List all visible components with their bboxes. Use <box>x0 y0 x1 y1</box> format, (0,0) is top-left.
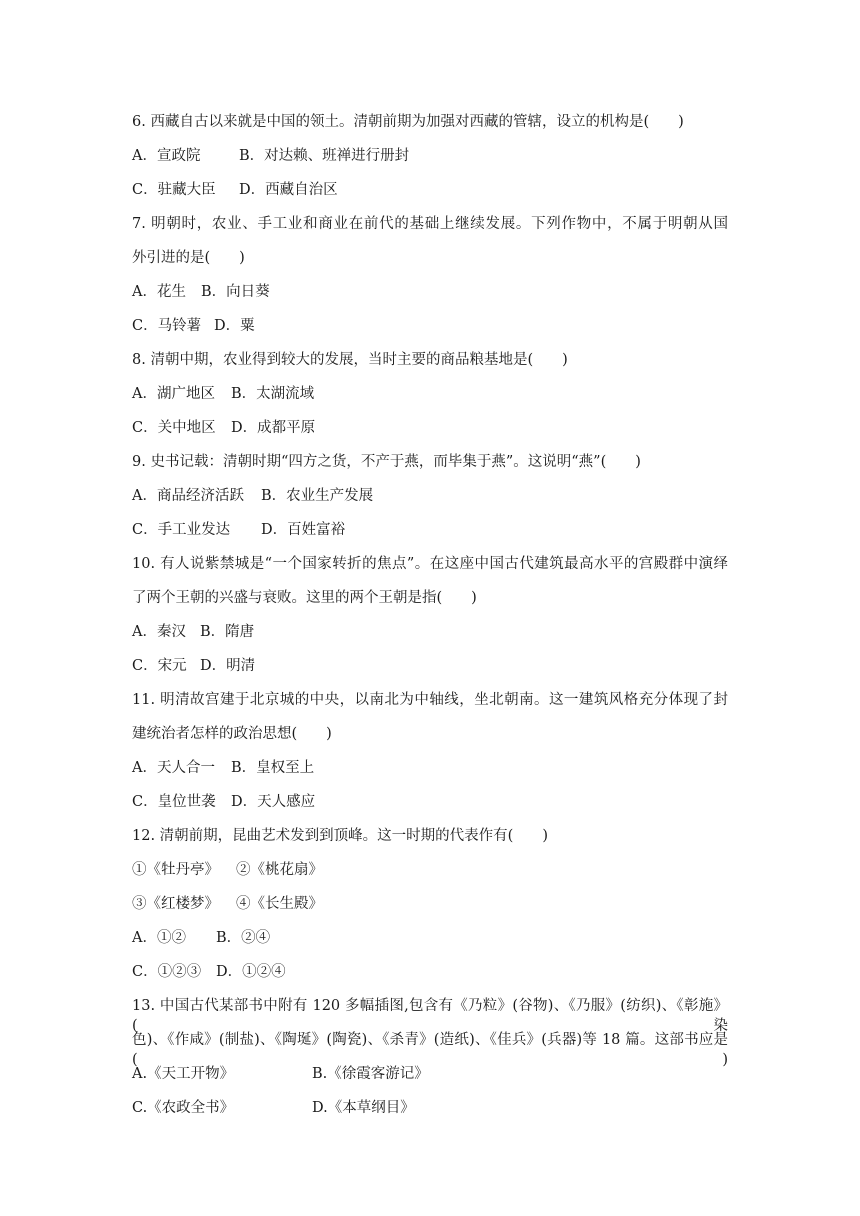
question-12-work-2: ②《桃花扇》 <box>236 862 323 878</box>
question-8-option-c: C．关中地区 <box>132 420 216 436</box>
question-11-stem-line-1: 11. 明清故宫建于北京城的中央，以南北为中轴线，坐北朝南。这一建筑风格充分体现了封 <box>132 692 728 708</box>
question-6-option-c: C．驻藏大臣 <box>132 182 216 198</box>
question-11-option-c: C．皇位世袭 <box>132 794 216 810</box>
question-13-option-d: D.《本草纲目》 <box>312 1100 415 1116</box>
question-9-options-row-1 <box>132 486 373 506</box>
question-6-options-row-1 <box>132 146 409 166</box>
question-12-options-row-2 <box>132 962 286 982</box>
question-13-stem-line-1: 13. 中国古代某部书中附有 120 多幅插图,包含有《乃粒》(谷物)、《乃服》(纺织)、《彰施》(染 <box>132 998 728 1034</box>
question-10-stem-line-1: 10. 有人说紫禁城是“一个国家转折的焦点”。在这座中国古代建筑最高水平的宫殿群中演绎 <box>132 556 728 572</box>
question-7-options-row-2 <box>132 316 255 336</box>
question-12-works-row-1 <box>132 860 323 880</box>
question-11-option-b: B．皇权至上 <box>231 760 315 776</box>
question-6-stem: 6. 西藏自古以来就是中国的领土。清朝前期为加强对西藏的管辖，设立的机构是( ) <box>132 114 684 130</box>
question-10-options-row-2 <box>132 656 255 676</box>
question-9-options-row-2 <box>132 520 345 540</box>
question-12-stem: 12. 清朝前期，昆曲艺术发到到顶峰。这一时期的代表作有( ) <box>132 828 548 844</box>
question-13-option-a: A.《天工开物》 <box>132 1066 235 1082</box>
question-13-option-b: B.《徐霞客游记》 <box>312 1066 429 1082</box>
question-7-option-d: D．粟 <box>214 318 255 334</box>
question-7-option-a: A．花生 <box>132 284 186 300</box>
question-13-options-row-1 <box>132 1064 429 1084</box>
question-7-stem-line-1: 7. 明朝时，农业、手工业和商业在前代的基础上继续发展。下列作物中，不属于明朝从国 <box>132 216 728 232</box>
question-11-option-d: D．天人感应 <box>231 794 316 810</box>
question-10-option-d: D．明清 <box>200 658 256 674</box>
question-8-options-row-2 <box>132 418 315 438</box>
question-13-stem-line-2: 色)、《作咸》(制盐)、《陶埏》(陶瓷)、《杀青》(造纸)、《佳兵》(兵器)等 18 篇。这部书应是( ) <box>132 1032 728 1068</box>
question-13-option-c: C.《农政全书》 <box>132 1100 235 1116</box>
question-12-option-b: B．②④ <box>216 930 271 946</box>
question-7-option-c: C．马铃薯 <box>132 318 202 334</box>
question-10-option-c: C．宋元 <box>132 658 187 674</box>
question-12-option-a: A．①② <box>132 930 186 946</box>
question-12-work-1: ①《牡丹亭》 <box>132 862 219 878</box>
question-11-stem-line-2: 建统治者怎样的政治思想( ) <box>132 726 332 742</box>
question-12-option-c: C．①②③ <box>132 964 202 980</box>
question-10-option-b: B．隋唐 <box>200 624 255 640</box>
question-7-option-b: B．向日葵 <box>201 284 270 300</box>
question-9-stem: 9. 史书记载：清朝时期“四方之货，不产于燕，而毕集于燕”。这说明“燕”( ) <box>132 454 641 470</box>
question-10-option-a: A．秦汉 <box>132 624 186 640</box>
question-8-option-b: B．太湖流域 <box>231 386 315 402</box>
question-11-options-row-2 <box>132 792 315 812</box>
question-10-stem-line-2: 了两个王朝的兴盛与衰败。这里的两个王朝是指( ) <box>132 590 477 606</box>
question-11-options-row-1 <box>132 758 314 778</box>
question-8-options-row-1 <box>132 384 314 404</box>
question-12-work-4: ④《长生殿》 <box>236 896 323 912</box>
question-12-work-3: ③《红楼梦》 <box>132 896 219 912</box>
question-9-option-b: B．农业生产发展 <box>261 488 374 504</box>
question-13-options-row-2 <box>132 1098 415 1118</box>
question-9-option-c: C．手工业发达 <box>132 522 231 538</box>
question-6-option-a: A．宣政院 <box>132 148 201 164</box>
question-9-option-d: D．百姓富裕 <box>261 522 346 538</box>
question-6-option-d: D．西藏自治区 <box>239 182 338 198</box>
question-8-option-d: D．成都平原 <box>231 420 316 436</box>
question-11-option-a: A．天人合一 <box>132 760 215 776</box>
question-6-option-b: B．对达赖、班禅进行册封 <box>239 148 410 164</box>
question-12-options-row-1 <box>132 928 270 948</box>
question-12-option-d: D．①②④ <box>216 964 286 980</box>
question-10-options-row-1 <box>132 622 254 642</box>
question-8-stem: 8. 清朝中期，农业得到较大的发展，当时主要的商品粮基地是( ) <box>132 352 568 368</box>
question-7-stem-line-2: 外引进的是( ) <box>132 250 245 266</box>
question-8-option-a: A．湖广地区 <box>132 386 215 402</box>
question-6-options-row-2 <box>132 180 338 200</box>
question-7-options-row-1 <box>132 282 270 302</box>
question-12-works-row-2 <box>132 894 323 914</box>
question-9-option-a: A．商品经济活跃 <box>132 488 244 504</box>
